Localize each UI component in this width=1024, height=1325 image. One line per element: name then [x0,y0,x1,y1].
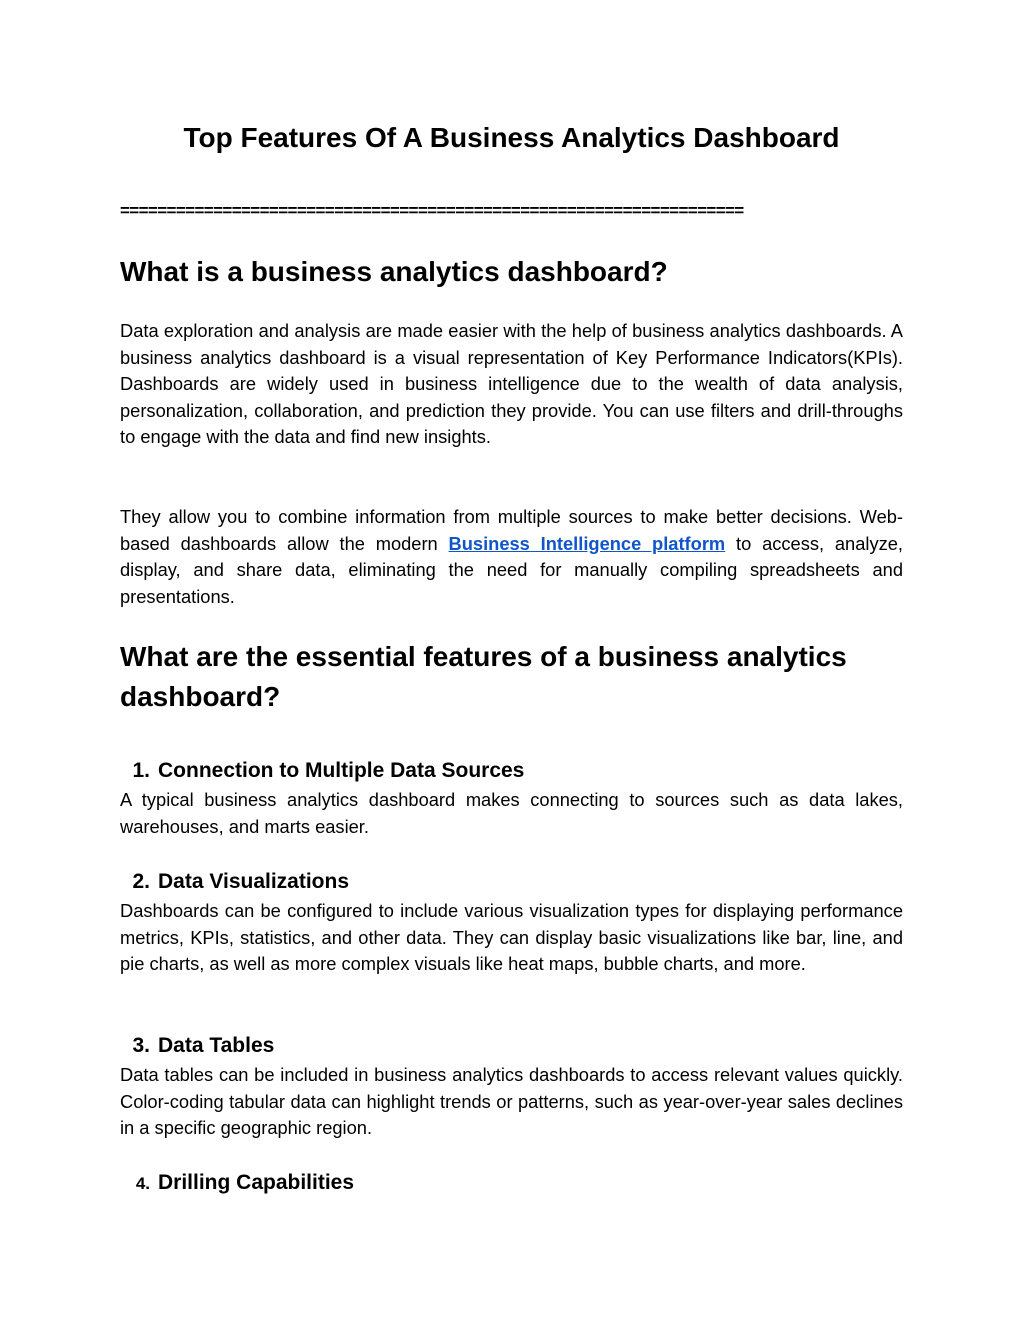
feature-text-visualizations: Dashboards can be configured to include various visualization types for displaying performance metrics, KPIs, statistics, and other data. They can display basic visualizations like bar, line, and pie charts, as well as more complex visuals like heat maps, bubble charts, and more. [120,900,903,975]
feature-title: Data Visualizations [158,870,350,893]
sources-paragraph [120,504,903,610]
section-heading-what-is: What is a business analytics dashboard? [120,256,668,287]
feature-number: 4. [135,1174,150,1193]
feature-text-data-tables: Data tables can be included in business analytics dashboards to access relevant values quickly. Color-coding tabular data can highlight trends or patterns, such as year-over-year sales declines in a specific geographic region. [120,1064,903,1139]
feature-title: Data Tables [158,1034,275,1057]
feature-number: 3. [132,1034,150,1057]
feature-title: Connection to Multiple Data Sources [158,759,525,782]
intro-paragraph: Data exploration and analysis are made easier with the help of business analytics dashboards. A business analytics dashboard is a visual representation of Key Performance Indicators(KPIs). Dashboards are widely used in business intelligence due to the wealth of data analysis, personalization, collaboration, and prediction they provide. You can use filters and drill-throughs to engage with the data and find new insights. [120,320,903,448]
sources-paragraph-end: to access, analyze, display, and share data, eliminating the need for manually compiling spreadsheets and presentations. [120,532,903,607]
feature-title: Drilling Capabilities [158,1171,355,1194]
business-intelligence-platform-link[interactable]: Business Intelligence platform [448,532,726,554]
feature-number: 2. [132,870,150,893]
feature-heading-data-sources [120,756,524,786]
separator-line: =================================================================== [120,201,744,220]
section-heading-features: What are the essential features of a business analytics dashboard? [120,641,847,712]
feature-number: 1. [132,759,150,782]
feature-text-data-sources: A typical business analytics dashboard makes connecting to sources such as data lakes, warehouses, and marts easier. [120,789,903,837]
feature-heading-data-tables [120,1031,274,1061]
document-title: Top Features Of A Business Analytics Dashboard [183,122,840,153]
feature-heading-drilling [120,1168,354,1199]
sources-paragraph-start: They allow you to combine information from multiple sources to make better decisions. Web-based dashboards allow the modern [120,506,903,554]
feature-heading-visualizations [120,867,349,897]
